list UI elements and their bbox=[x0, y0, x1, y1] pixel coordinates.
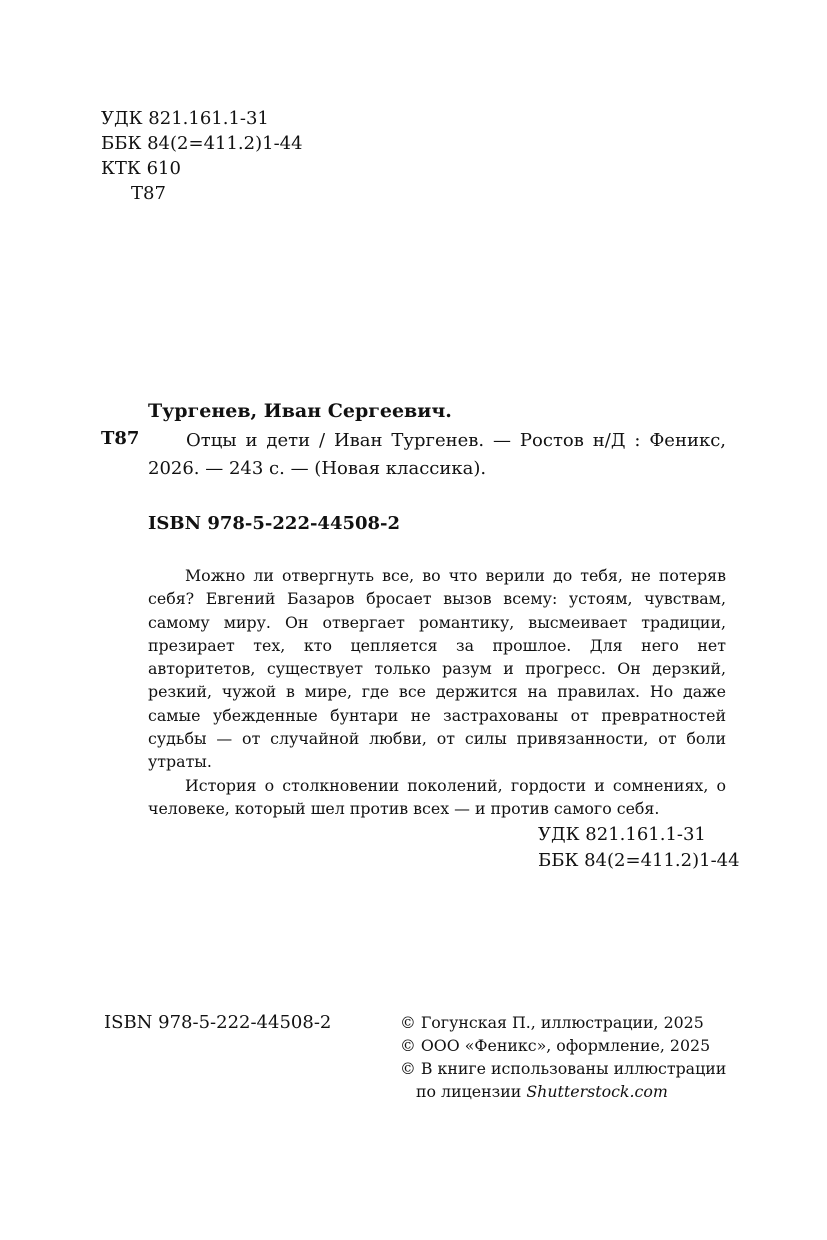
udk-code: УДК 821.161.1-31 bbox=[101, 108, 269, 129]
catalog-author: Тургенев, Иван Сергеевич. bbox=[148, 400, 452, 422]
license-line bbox=[400, 1080, 726, 1103]
bbk-code: ББК 84(2=411.2)1-44 bbox=[538, 850, 740, 871]
ktk-code: КТК 610 bbox=[101, 158, 181, 179]
annotation bbox=[148, 564, 726, 820]
catalog-sign-mark: Т87 bbox=[101, 428, 140, 449]
license-prefix: по лицензии bbox=[416, 1082, 527, 1101]
catalog-description bbox=[148, 427, 726, 483]
author-sign: Т87 bbox=[131, 183, 166, 204]
catalog-description-line: Отцы и дети / Иван Тургенев. — Ростов н/Д : Феникс, bbox=[186, 430, 726, 451]
bbk-code: ББК 84(2=411.2)1-44 bbox=[101, 133, 303, 154]
udk-code: УДК 821.161.1-31 bbox=[538, 824, 706, 845]
license-source: Shutterstock.com bbox=[526, 1082, 668, 1101]
copyright-line: © В книге использованы иллюстрации bbox=[400, 1059, 727, 1078]
annotation-paragraph: История о столкновении поколений, гордости и сомнениях, о человеке, который шел против всех — и против самого себя. bbox=[148, 775, 726, 818]
classification-codes bbox=[101, 106, 303, 206]
annotation-paragraph: Можно ли отвергнуть все, во что верили до тебя, не потеряв себя? Евгений Базаров бросает вызов всему: устоям, чувствам, самому миру. Он отвергает романтику, высмеивает традиции, презирает тех, кто цепляется за прошлое. Для него нет авторитетов, существует только разум и прогресс. Он дерзкий, резкий, чужой в мире, где все держится на правилах. Но даже самые убежденные бунтари не застрахованы от превратностей судьбы — от случайной любви, от силы привязанности, от боли утраты. bbox=[148, 566, 726, 772]
copyright-line: © Гогунская П., иллюстрации, 2025 bbox=[400, 1013, 704, 1032]
copyright-line: © ООО «Феникс», оформление, 2025 bbox=[400, 1036, 711, 1055]
footer-isbn: ISBN 978-5-222-44508-2 bbox=[104, 1012, 332, 1033]
catalog-description-line: 2026. — 243 с. — (Новая классика). bbox=[148, 458, 487, 479]
catalog-isbn: ISBN 978-5-222-44508-2 bbox=[148, 513, 401, 534]
copyright-block bbox=[400, 1011, 726, 1103]
classification-codes-right bbox=[538, 822, 740, 874]
